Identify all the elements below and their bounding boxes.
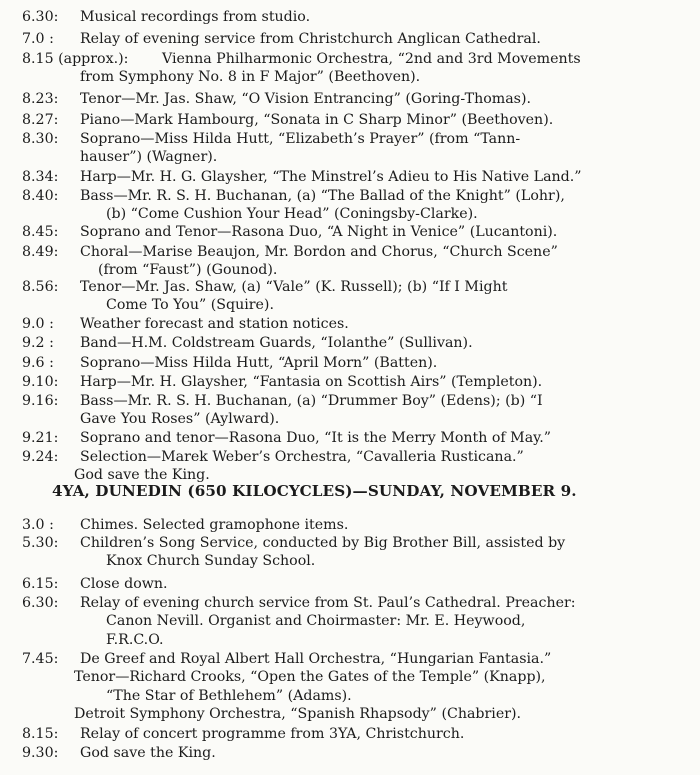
entry-text: Soprano and Tenor—Rasona Duo, “A Night in Venice” (Lucantoni).	[80, 224, 558, 240]
entry-text: Relay of evening church service from St. Paul’s Cathedral. Preacher:	[80, 595, 576, 611]
entry-time: 7.0 :	[22, 31, 54, 47]
entry-text: Soprano—Miss Hilda Hutt, “Elizabeth’s Prayer” (from “Tann-	[80, 131, 521, 147]
entry-text: God save the King.	[74, 467, 210, 484]
programme-entry	[22, 650, 694, 723]
entry-time: 8.40:	[22, 188, 59, 204]
entry-text: Choral—Marise Beaujon, Mr. Bordon and Chorus, “Church Scene”	[80, 244, 558, 260]
entry-time: 9.21:	[22, 430, 59, 446]
programme-entry	[22, 187, 694, 224]
entry-text: Come To You” (Squire).	[106, 297, 274, 314]
entry-time: 8.45:	[22, 224, 59, 240]
programme-entry	[22, 243, 694, 280]
programme-entry	[22, 168, 694, 186]
entry-text: Canon Nevill. Organist and Choirmaster: Mr. E. Heywood,	[106, 613, 526, 630]
entry-time: 9.6 :	[22, 355, 54, 371]
programme-entry	[22, 516, 694, 534]
entry-time: 8.34:	[22, 169, 59, 185]
entry-time: 8.15 (approx.):	[22, 51, 129, 67]
entry-text: from Symphony No. 8 in F Major” (Beethoven).	[80, 69, 421, 86]
programme-entry	[22, 392, 694, 429]
entry-time: 8.23:	[22, 91, 59, 107]
programme-entry	[22, 373, 694, 391]
programme-entry	[22, 354, 694, 372]
entry-text: Detroit Symphony Orchestra, “Spanish Rhapsody” (Chabrier).	[74, 705, 522, 722]
entry-text: F.R.C.O.	[106, 631, 164, 648]
entry-text: Harp—Mr. H. Glaysher, “Fantasia on Scottish Airs” (Templeton).	[80, 374, 543, 390]
programme-entry	[22, 30, 694, 48]
entry-text: Gave You Roses” (Aylward).	[80, 411, 280, 428]
entry-time: 8.56:	[22, 279, 59, 295]
programme-entry	[22, 111, 694, 129]
station-heading: 4YA, DUNEDIN (650 KILOCYCLES)—SUNDAY, NOVEMBER 9.	[52, 482, 577, 500]
entry-text: Musical recordings from studio.	[80, 9, 311, 25]
programme-entry	[22, 534, 694, 571]
entry-text: Piano—Mark Hambourg, “Sonata in C Sharp Minor” (Beethoven).	[80, 112, 554, 128]
entry-time: 9.16:	[22, 393, 59, 409]
entry-text: Knox Church Sunday School.	[106, 553, 316, 570]
programme-entry	[22, 448, 694, 485]
programme-entry	[22, 575, 694, 593]
entry-text: (from “Faust”) (Gounod).	[98, 262, 278, 279]
entry-time: 8.27:	[22, 112, 59, 128]
entry-time: 8.30:	[22, 131, 59, 147]
entry-text: Soprano and tenor—Rasona Duo, “It is the Merry Month of May.”	[80, 430, 552, 446]
entry-text: Harp—Mr. H. G. Glaysher, “The Minstrel’s Adieu to His Native Land.”	[80, 169, 582, 185]
programme-entry	[22, 223, 694, 241]
entry-text: hauser”) (Wagner).	[80, 149, 218, 166]
entry-text: Bass—Mr. R. S. H. Buchanan, (a) “The Ballad of the Knight” (Lohr),	[80, 188, 565, 204]
entry-text: Soprano—Miss Hilda Hutt, “April Morn” (Batten).	[80, 355, 438, 371]
programme-entry	[22, 315, 694, 333]
entry-time: 9.24:	[22, 449, 59, 465]
programme-entry	[22, 744, 694, 762]
entry-text: Band—H.M. Coldstream Guards, “Iolanthe” (Sullivan).	[80, 335, 473, 351]
programme-entry	[22, 130, 694, 167]
entry-text: “The Star of Bethlehem” (Adams).	[106, 687, 352, 704]
entry-text: De Greef and Royal Albert Hall Orchestra, “Hungarian Fantasia.”	[80, 651, 552, 667]
entry-text: Tenor—Mr. Jas. Shaw, “O Vision Entrancing” (Goring-Thomas).	[80, 91, 532, 107]
entry-text: Tenor—Mr. Jas. Shaw, (a) “Vale” (K. Russell); (b) “If I Might	[80, 279, 508, 295]
entry-time: 8.15:	[22, 726, 59, 742]
entry-text: Bass—Mr. R. S. H. Buchanan, (a) “Drummer Boy” (Edens); (b) “I	[80, 393, 543, 409]
entry-text: Children’s Song Service, conducted by Big Brother Bill, assisted by	[80, 535, 566, 551]
programme-entry	[22, 90, 694, 108]
entry-text: Tenor—Richard Crooks, “Open the Gates of the Temple” (Knapp),	[74, 669, 546, 686]
programme-entry	[22, 334, 694, 352]
entry-time: 5.30:	[22, 535, 59, 551]
entry-text: Close down.	[80, 576, 168, 592]
programme-entry	[22, 278, 694, 315]
programme-entry	[22, 725, 694, 743]
entry-time: 3.0 :	[22, 517, 54, 533]
entry-time: 9.30:	[22, 745, 59, 761]
entry-text: Relay of evening service from Christchurch Anglican Cathedral.	[80, 31, 541, 47]
entry-time: 8.49:	[22, 244, 59, 260]
entry-time: 6.30:	[22, 9, 59, 25]
entry-text: Weather forecast and station notices.	[80, 316, 349, 332]
entry-time: 9.2 :	[22, 335, 54, 351]
entry-text: (b) “Come Cushion Your Head” (Coningsby-Clarke).	[106, 206, 478, 223]
entry-text: Vienna Philharmonic Orchestra, “2nd and 3rd Movements	[162, 51, 581, 67]
programme-entry	[22, 50, 694, 87]
programme-entry	[22, 594, 694, 649]
entry-text: Chimes. Selected gramophone items.	[80, 517, 349, 533]
entry-text: Selection—Marek Weber’s Orchestra, “Cavalleria Rusticana.”	[80, 449, 524, 465]
entry-time: 9.0 :	[22, 316, 54, 332]
entry-time: 6.15:	[22, 576, 59, 592]
programme-entry	[22, 8, 694, 26]
entry-time: 6.30:	[22, 595, 59, 611]
programme-entry	[22, 429, 694, 447]
entry-text: Relay of concert programme from 3YA, Christchurch.	[80, 726, 465, 742]
entry-time: 7.45:	[22, 651, 59, 667]
entry-time: 9.10:	[22, 374, 59, 390]
entry-text: God save the King.	[80, 745, 216, 761]
